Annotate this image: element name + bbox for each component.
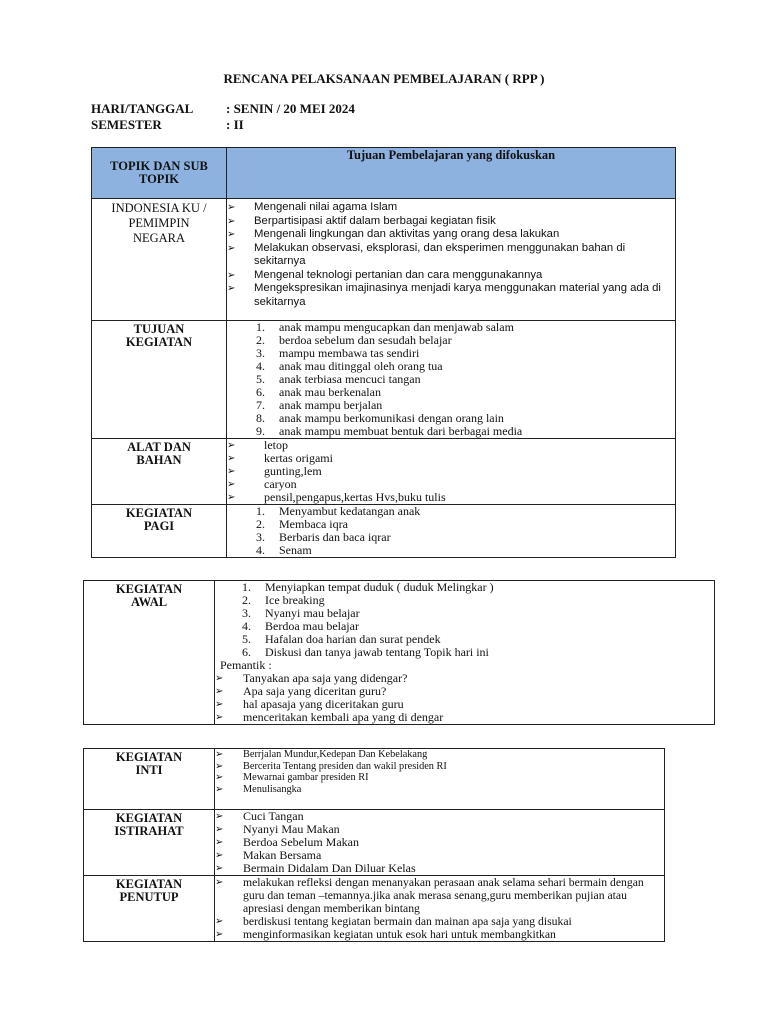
document-title: RENCANA PELAKSANAAN PEMBELAJARAN ( RPP ) (223, 71, 545, 86)
list-item: 5. Hafalan doa harian dan surat pendek (242, 632, 441, 646)
list-item: 2. Membaca iqra (256, 517, 348, 531)
semester-row (91, 117, 244, 133)
list-item: ➢ Bermain Didalam Dan Diluar Kelas (215, 862, 664, 875)
pagi-items (227, 505, 676, 558)
istirahat-items (215, 810, 665, 876)
day-row (91, 101, 355, 117)
awal-label: KEGIATAN AWAL (84, 581, 215, 725)
istirahat-row (84, 810, 665, 876)
list-item: ➢ Bercerita Tentang presiden dan wakil presiden RI (215, 761, 664, 773)
istirahat-label: KEGIATAN ISTIRAHAT (84, 810, 215, 876)
list-item: ➢ Makan Bersama (215, 849, 664, 862)
alat-row (92, 439, 676, 505)
alat-label: ALAT DAN BAHAN (92, 439, 227, 505)
list-item: ➢ caryon (227, 478, 675, 491)
list-item: ➢ kertas origami (227, 452, 675, 465)
penutup-label: KEGIATAN PENUTUP (84, 876, 215, 942)
table-header-row (92, 148, 676, 199)
list-item: ➢ menceritakan kembali apa yang di dengar (215, 711, 714, 724)
list-item: ➢ Melakukan observasi, eksplorasi, dan eksperimen menggunakan bahan di sekitarnya (227, 242, 675, 269)
list-item: ➢ Mewarnai gambar presiden RI (215, 772, 664, 784)
pagi-row (92, 505, 676, 558)
list-item: ➢ Berpartisipasi aktif dalam berbagai kegiatan fisik (227, 215, 675, 229)
list-item: ➢ Berrjalan Mundur,Kedepan Dan Kebelakang (215, 749, 664, 761)
list-item: 2. berdoa sebelum dan sesudah belajar (256, 333, 452, 347)
list-item: ➢ gunting,lem (227, 465, 675, 478)
list-item: ➢ Mengenali lingkungan dan aktivitas yang orang desa lakukan (227, 228, 675, 242)
tujuan-label: TUJUAN KEGIATAN (92, 321, 227, 439)
list-item: ➢ Mengenali nilai agama Islam (227, 201, 675, 215)
list-item: 1. anak mampu mengucapkan dan menjawab salam (256, 320, 514, 334)
inti-row (84, 749, 665, 810)
list-item: ➢ pensil,pengapus,kertas Hvs,buku tulis (227, 491, 675, 504)
pemantik-label: Pemantik : (220, 658, 272, 672)
day-label: HARI/TANGGAL (91, 101, 194, 116)
list-item: ➢ hal apasaja yang diceritakan guru (215, 698, 714, 711)
list-item: ➢ Menulisangka (215, 784, 664, 796)
list-item: ➢ Cuci Tangan (215, 810, 664, 823)
semester-label: SEMESTER (91, 117, 162, 132)
list-item: 7. anak mampu berjalan (256, 398, 383, 412)
tujuan-items (227, 321, 676, 439)
list-item: 5. anak terbiasa mencuci tangan (256, 372, 421, 386)
list-item: ➢ berdiskusi tentang kegiatan bermain dan mainan apa saja yang disukai (215, 915, 664, 928)
penutup-row (84, 876, 665, 942)
list-item: 2. Ice breaking (242, 593, 325, 607)
pagi-label: KEGIATAN PAGI (92, 505, 227, 558)
list-item: ➢ Nyanyi Mau Makan (215, 823, 664, 836)
list-item: ➢ Berdoa Sebelum Makan (215, 836, 664, 849)
topic-items (227, 199, 676, 321)
list-item: 9. anak mampu membuat bentuk dari berbagai media (256, 424, 523, 438)
list-item: 4. Senam (256, 543, 312, 557)
topic-label: INDONESIA KU / PEMIMPIN NEGARA (92, 199, 227, 321)
alat-items (227, 439, 676, 505)
list-item: ➢ Mengenal teknologi pertanian dan cara menggunakannya (227, 269, 675, 283)
list-item: ➢ Apa saja yang diceritan guru? (215, 685, 714, 698)
list-item: 8. anak mampu berkomunikasi dengan orang lain (256, 411, 504, 425)
goal-header: Tujuan Pembelajaran yang difokuskan (227, 148, 676, 199)
list-item: 1. Menyambut kedatangan anak (256, 504, 421, 518)
semester-value: : II (226, 117, 244, 132)
topic-header: TOPIK DAN SUB TOPIK (92, 148, 227, 199)
list-item: 6. anak mau berkenalan (256, 385, 381, 399)
inti-items (215, 749, 665, 810)
inti-label: KEGIATAN INTI (84, 749, 215, 810)
list-item: 3. mampu membawa tas sendiri (256, 346, 420, 360)
list-item: 3. Berbaris dan baca iqrar (256, 530, 391, 544)
awal-row (84, 581, 715, 725)
list-item: 6. Diskusi dan tanya jawab tentang Topik hari ini (242, 645, 489, 659)
list-item: 4. anak mau ditinggal oleh orang tua (256, 359, 443, 373)
list-item: ➢ menginformasikan kegiatan untuk esok hari untuk membangkitkan (215, 928, 664, 941)
list-item: 3. Nyanyi mau belajar (242, 606, 360, 620)
list-item: ➢ Mengekspresikan imajinasinya menjadi karya menggunakan material yang ada di sekitarnya (227, 282, 675, 309)
list-item: 4. Berdoa mau belajar (242, 619, 359, 633)
day-value: : SENIN / 20 MEI 2024 (226, 101, 355, 116)
topic-row (92, 199, 676, 321)
list-item: ➢ letop (227, 439, 675, 452)
penutup-items (215, 876, 665, 942)
plan-table-2 (83, 580, 715, 725)
list-item: 1. Menyiapkan tempat duduk ( duduk Melingkar ) (242, 580, 494, 594)
list-item: ➢ Tanyakan apa saja yang didengar? (215, 672, 714, 685)
awal-items (215, 581, 715, 725)
tujuan-row (92, 321, 676, 439)
plan-table-3 (83, 748, 665, 942)
list-item: ➢ melakukan refleksi dengan menanyakan perasaan anak selama sehari bermain dengan guru dan teman –temannya.jika anak merasa senang,guru memberikan pujian atau apresiasi dengan memberikan bintang (215, 876, 664, 915)
plan-table-1 (91, 147, 676, 558)
